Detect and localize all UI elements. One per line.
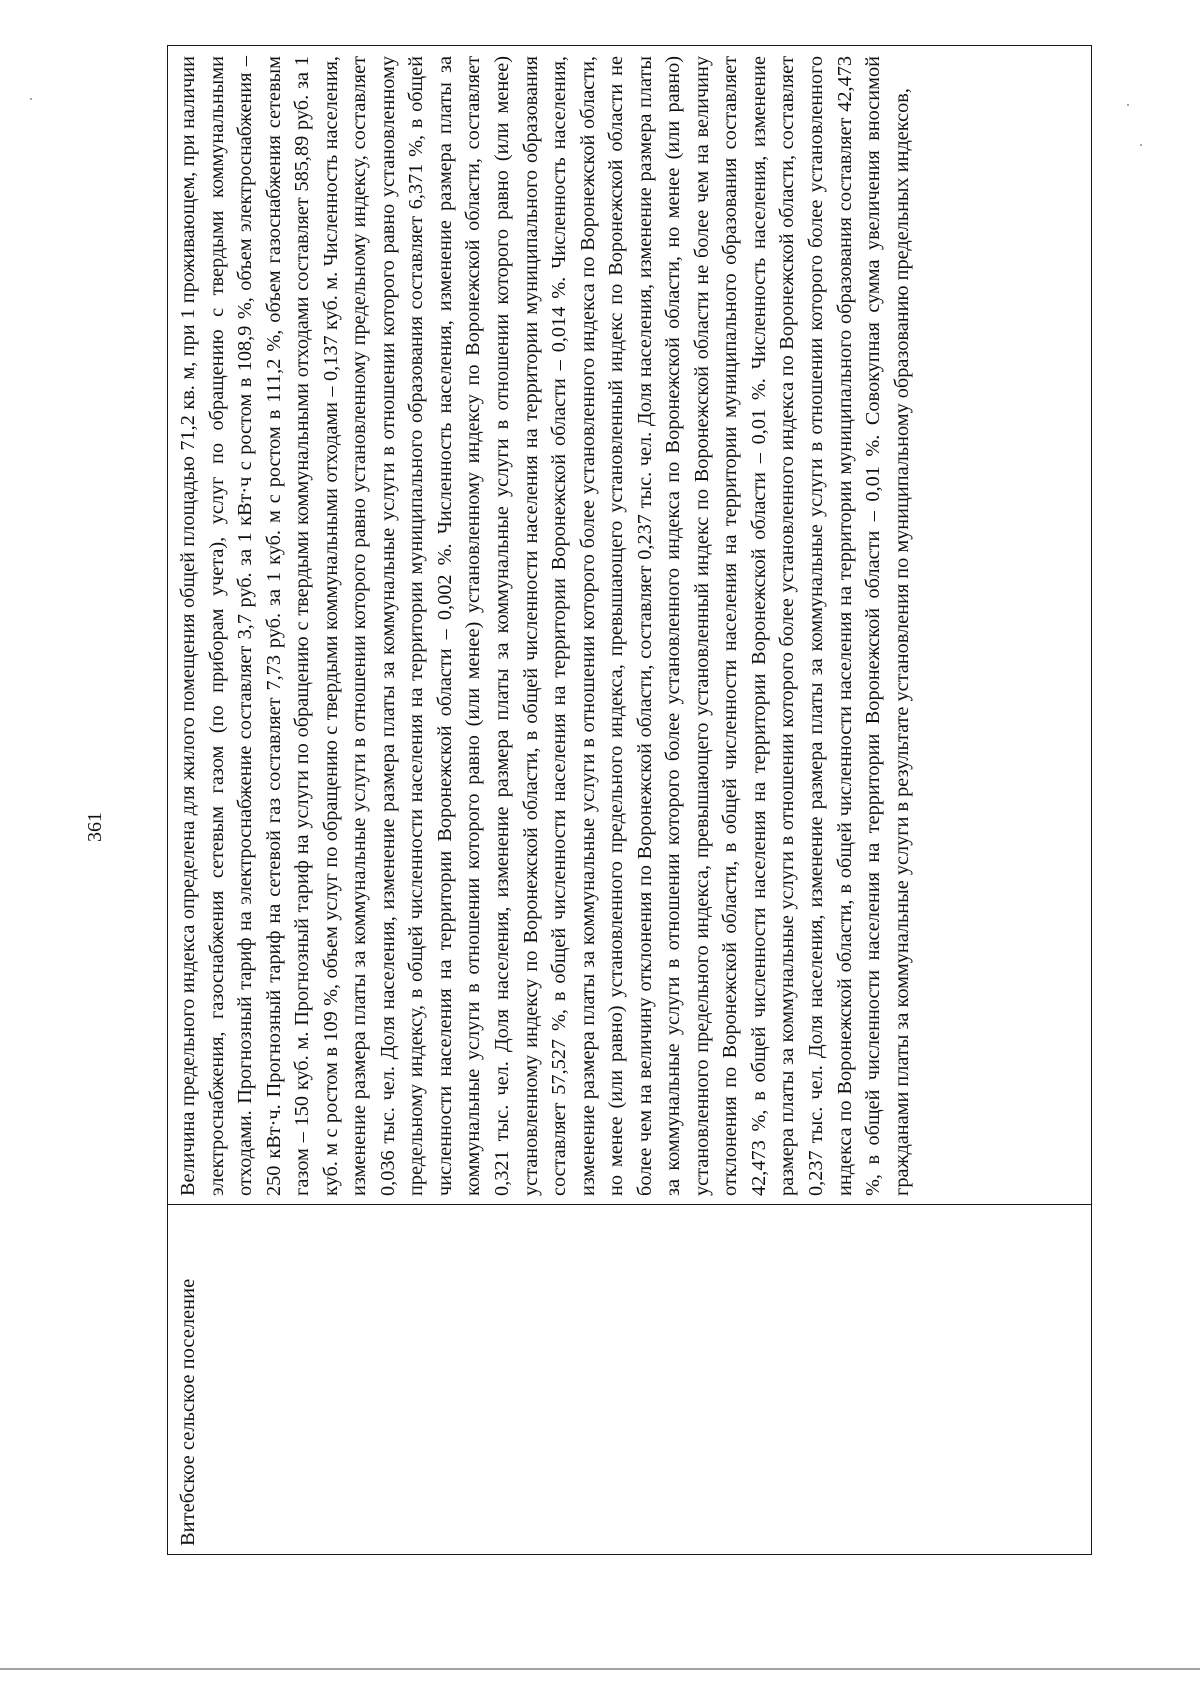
scan-speck	[1127, 104, 1129, 106]
index-table	[167, 45, 1092, 1555]
scan-edge-line	[0, 1668, 1200, 1670]
scan-speck	[1140, 144, 1142, 146]
municipality-name-cell: Витебское сельское поселение	[168, 1204, 1091, 1554]
rotated-table-wrapper	[167, 45, 1092, 1555]
page-number: 361	[84, 812, 106, 842]
index-description-cell: Величина предельного индекса определена для жилого помещения общей площадью 71,2 кв. м, при 1 проживающем, при наличии электроснабжения, газоснабжения сетевым газом (по приборам учета), услуг по обращению с твердыми коммунальными отходами. Прогнозный тариф на электроснабжение составляет 3,7 руб. за 1 кВт·ч с ростом в 108,9 %, объем электроснабжения – 250 кВт·ч. Прогнозный тариф на сетевой газ составляет 7,73 руб. за 1 куб. м с ростом в 111,2 %, объем газоснабжения сетевым газом – 150 куб. м. Прогнозный тариф на услуги по обращению с твердыми коммунальными отходами составляет 585,89 руб. за 1 куб. м с ростом в 109 %, объем услуг по обращению с твердыми коммунальными отходами – 0,137 куб. м. Численность населения, изменение размера платы за коммунальные услуги в отношении которого равно установленному предельному индексу, составляет 0,036 тыс. чел. Доля населения, изменение размера платы за коммунальные услуги в отношении которого равно установленному предельному индексу, в общей численности населения на территории муниципального образования составляет 6,371 %, в общей численности населения на территории Воронежской области – 0,002 %. Численность населения, изменение размера платы за коммунальные услуги в отношении которого равно (или менее) установленному индексу по Воронежской области, составляет 0,321 тыс. чел. Доля населения, изменение размера платы за коммунальные услуги в отношении которого равно (или менее) установленному индексу по Воронежской области, в общей численности населения на территории муниципального образования составляет 57,527 %, в общей численности населения на территории Воронежской области – 0,014 %. Численность населения, изменение размера платы за коммунальные услуги в отношении которого более установленного индекса по Воронежской области, но менее (или равно) установленного предельного индекса, превышающего установленный индекс по Воронежской области не более чем на величину отклонения по Воронежской области, составляет 0,237 тыс. чел. Доля населения, изменение размера платы за коммунальные услуги в отношении которого более установленного индекса по Воронежской области, но менее (или равно) установленного предельного индекса, превышающего установленный индекс по Воронежской области не более чем на величину отклонения по Воронежской области, в общей численности населения на территории муниципального образования составляет 42,473 %, в общей численности населения на территории Воронежской области – 0,01 %. Численность населения, изменение размера платы за коммунальные услуги в отношении которого более установленного индекса по Воронежской области, составляет 0,237 тыс. чел. Доля населения, изменение размера платы за коммунальные услуги в отношении которого более установленного индекса по Воронежской области, в общей численности населения на территории муниципального образования составляет 42,473 %, в общей численности населения на территории Воронежской области – 0,01 %. Совокупная сумма увеличения вносимой гражданами платы за коммунальные услуги в результате установления по муниципальному образованию предельных индексов,	[177, 56, 913, 1196]
scan-speck	[30, 98, 32, 100]
